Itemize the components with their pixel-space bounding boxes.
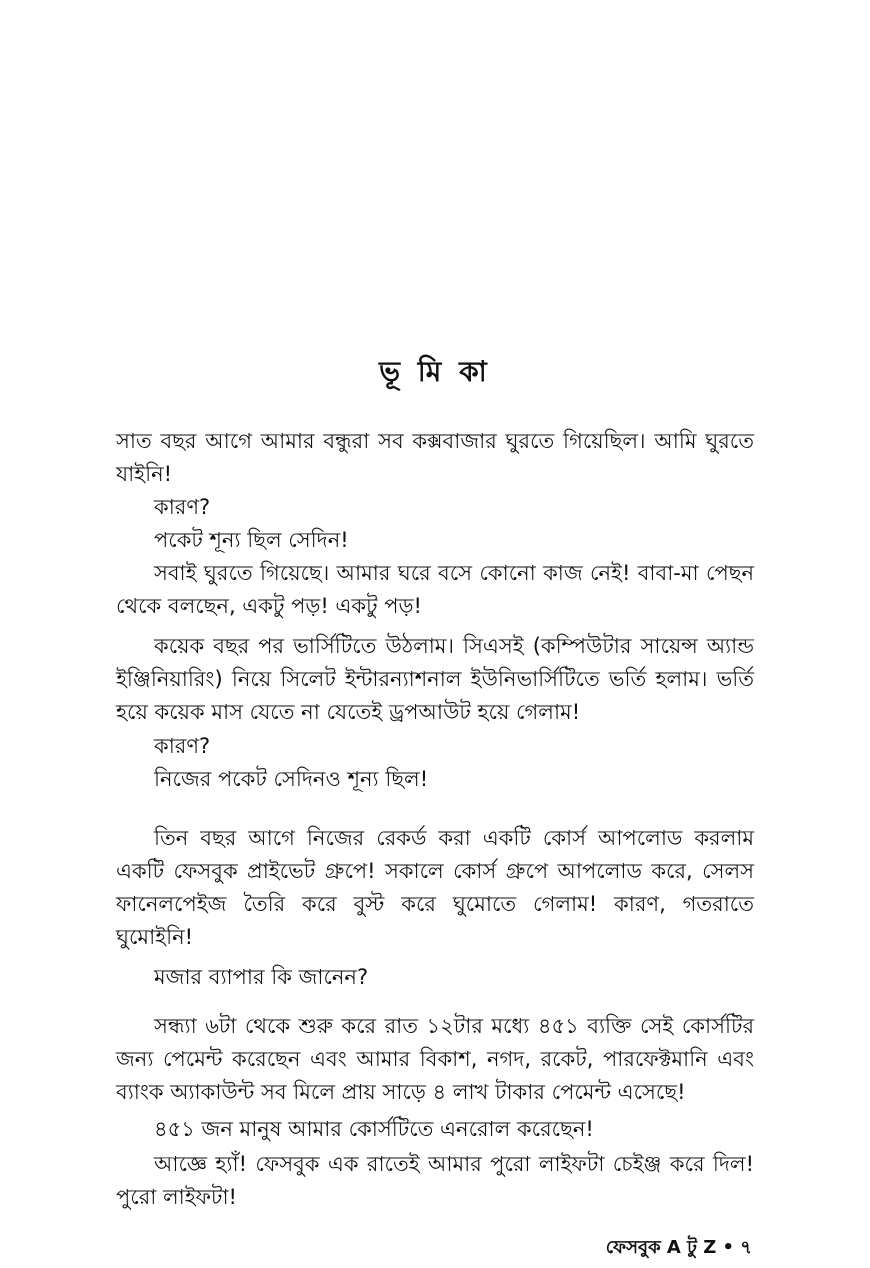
paragraph-11: ৪৫১ জন মানুষ আমার কোর্সটিতে এনরোল করেছেন! [154,1117,594,1141]
paragraph-1: সাত বছর আগে আমার বন্ধুরা সব কক্সবাজার ঘুরতে গিয়েছিল। আমি ঘুরতে যাইনি! [116,429,754,486]
paragraph-3: পকেট শূন্য ছিল সেদিন! [154,528,349,552]
paragraph-9: মজার ব্যাপার কি জানেন? [154,965,369,989]
paragraph-2: কারণ? [154,495,211,519]
paragraph-6: কারণ? [154,734,211,758]
paragraph-5: কয়েক বছর পর ভার্সিটিতে উঠলাম। সিএসই (কম্পিউটার সায়েন্স অ্যান্ড ইঞ্জিনিয়ারিং) নিয়ে সিলেট ইন্টারন্যাশনাল ইউনিভার্সিটিতে ভর্তি হলাম। ভর্তি হয়ে কয়েক মাস যেতে না যেতেই ড্রপআউট হয়ে গেলাম! [116,634,754,724]
paragraph-7: নিজের পকেট সেদিনও শূন্য ছিল! [154,767,429,791]
paragraph-12: আজ্ঞে হ্যাঁ! ফেসবুক এক রাতেই আমার পুরো লাইফটা চেইঞ্জ করে দিল! পুরো লাইফটা! [116,1152,754,1209]
paragraph-4: সবাই ঘুরতে গিয়েছে। আমার ঘরে বসে কোনো কাজ নেই! বাবা-মা পেছন থেকে বলছেন, একটু পড়! একটু পড়! [116,561,754,618]
page-footer: ফেসবুক A টু Z • ৭ [605,1237,752,1258]
paragraph-10: সন্ধ্যা ৬টা থেকে শুরু করে রাত ১২টার মধ্যে ৪৫১ ব্যক্তি সেই কোর্সটির জন্য পেমেন্ট করেছেন এবং আমার বিকাশ, নগদ, রকেট, পারফেক্টমানি এবং ব্যাংক অ্যাকাউন্ট সব মিলে প্রায় সাড়ে ৪ লাখ টাকার পেমেন্ট এসেছে! [116,1014,754,1104]
paragraph-8: তিন বছর আগে নিজের রেকর্ড করা একটি কোর্স আপলোড করলাম একটি ফেসবুক প্রাইভেট গ্রুপে! সকালে কোর্স গ্রুপে আপলোড করে, সেলস ফানেলপেইজ তৈরি করে বুস্ট করে ঘুমোতে গেলাম! কারণ, গতরাতে ঘুমোইনি! [116,826,754,949]
chapter-title: ভূ মি কা [379,355,491,388]
